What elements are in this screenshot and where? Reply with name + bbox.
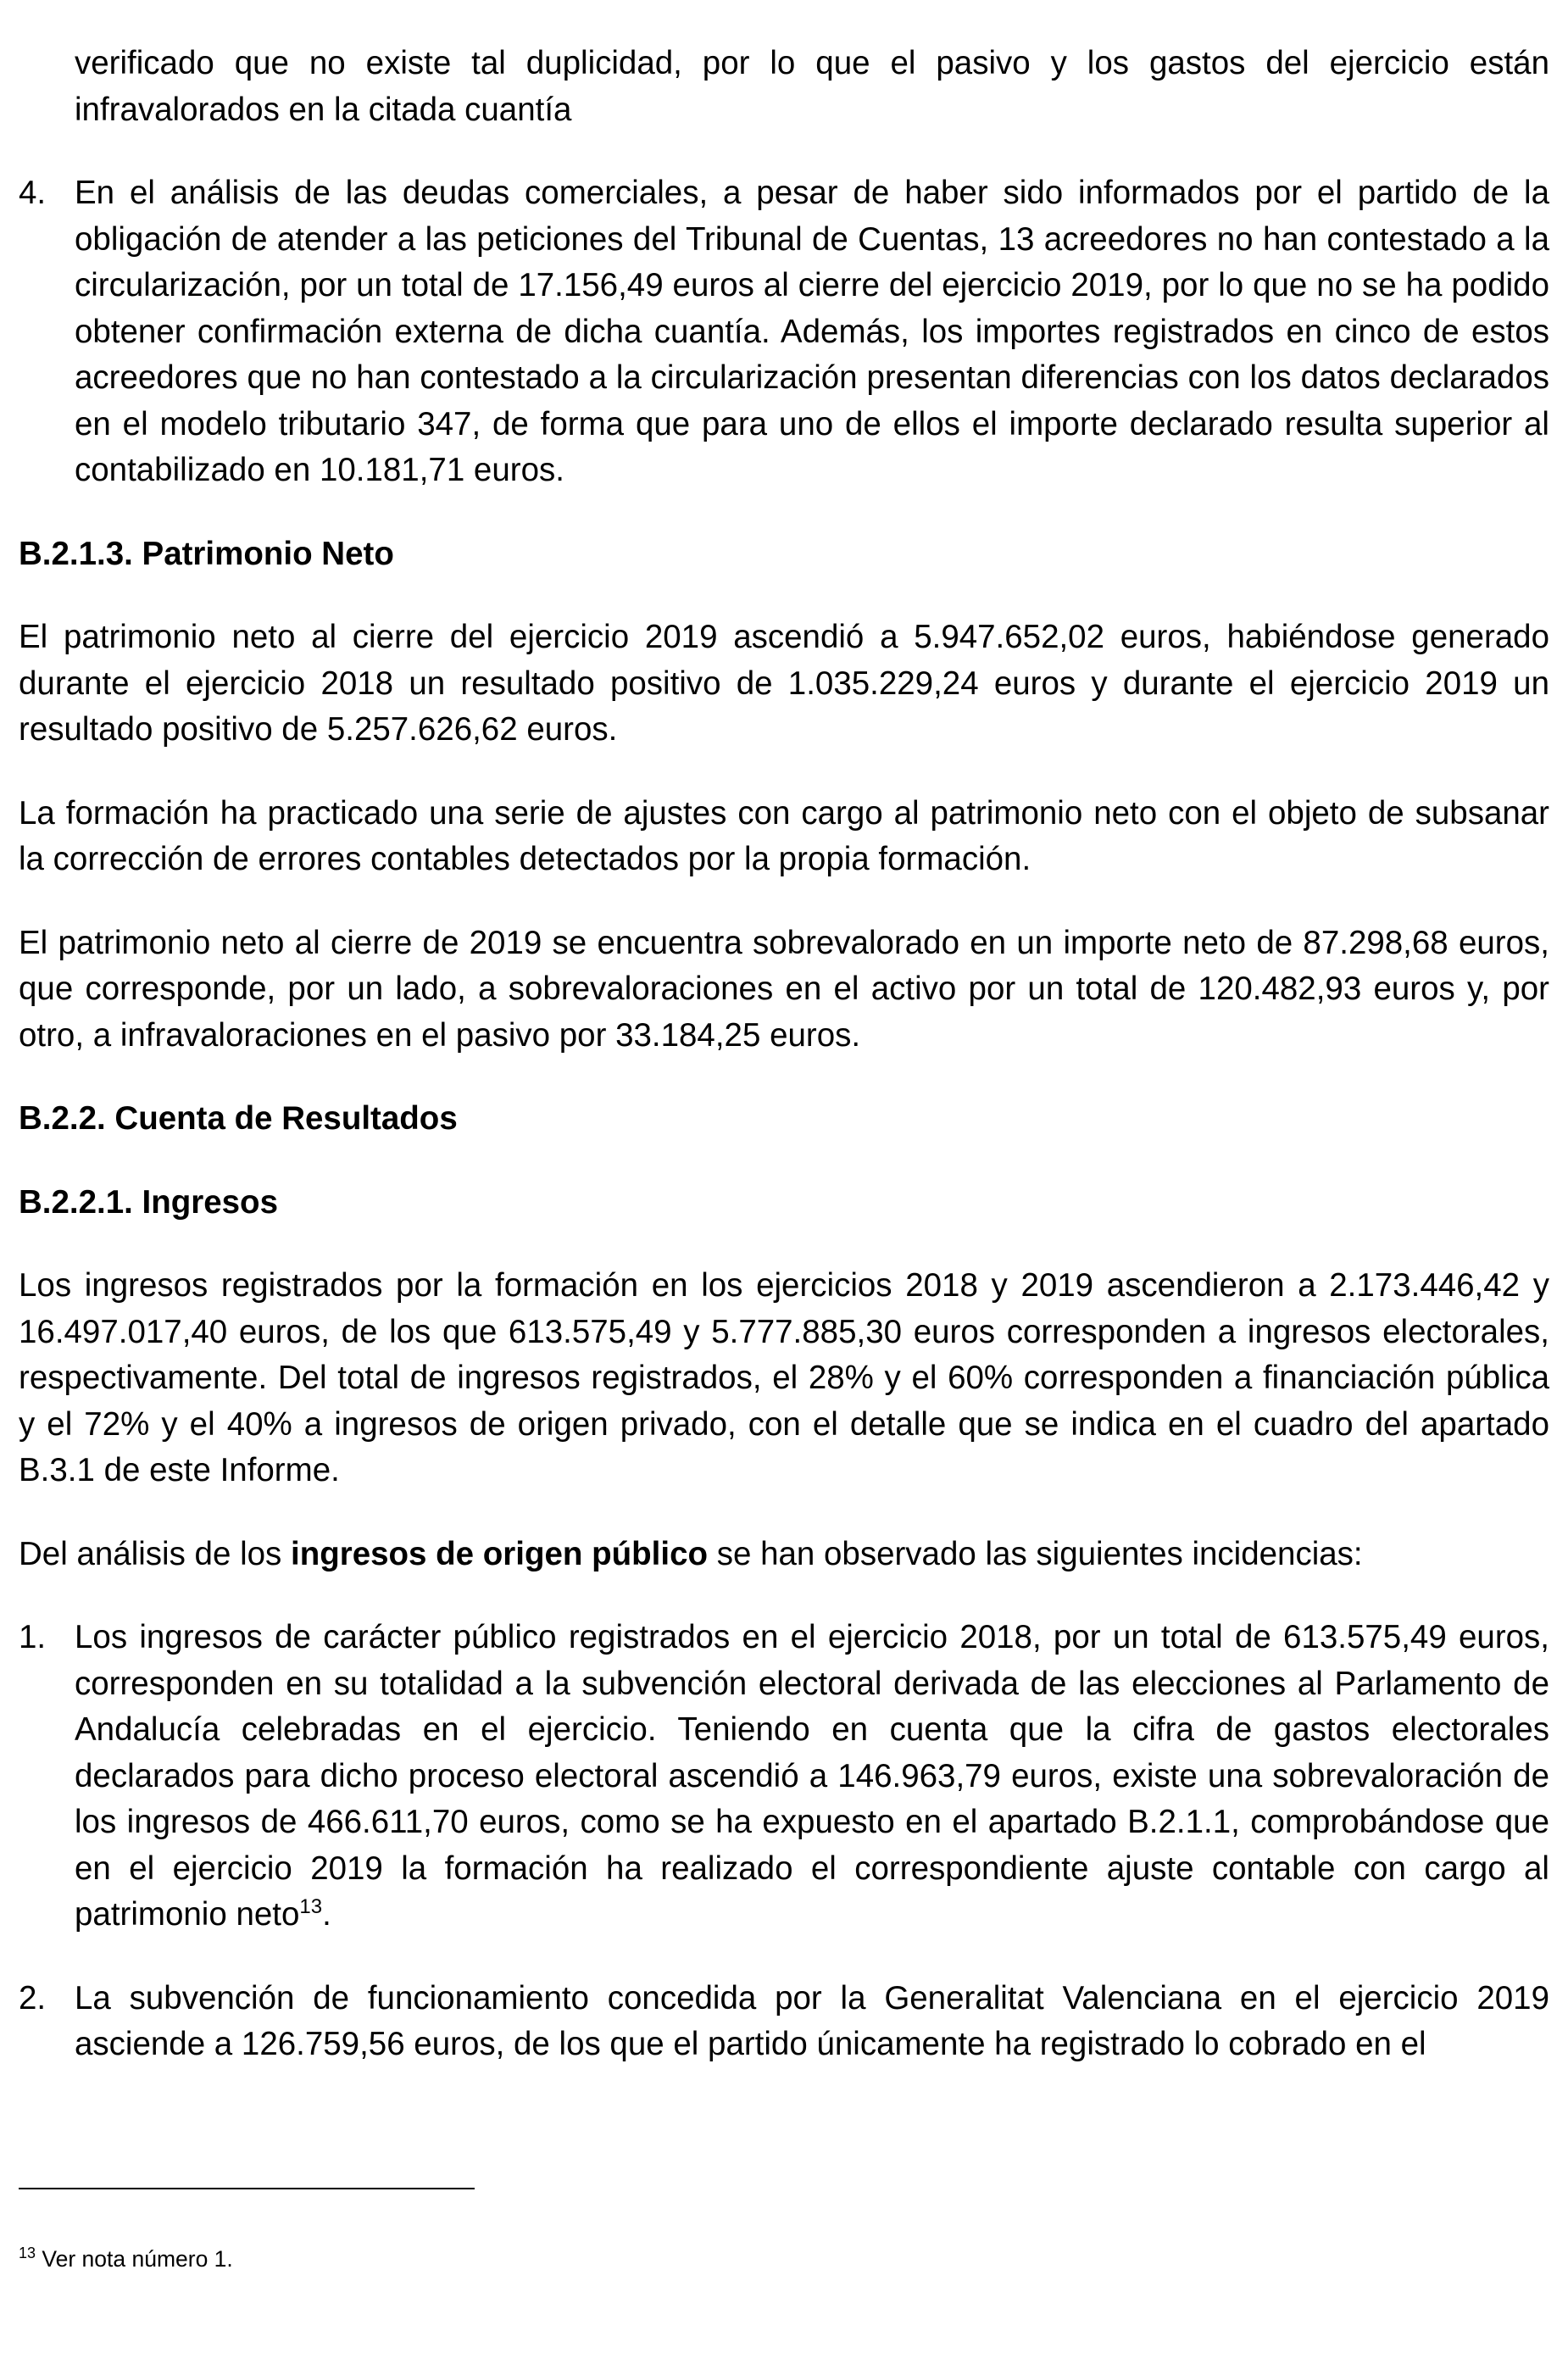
footnote [19,2245,233,2273]
list-item-number: 2. [19,1979,47,2016]
section-heading-ingresos: B.2.2.1. Ingresos [19,1183,278,1221]
list-item-4 [19,170,1549,494]
list-item-1 [19,1615,1549,1939]
list-item-end: . [322,1896,331,1933]
section-heading-patrimonio-neto: B.2.1.3. Patrimonio Neto [19,535,394,572]
ingresos-p2-before: Del análisis de los [19,1535,291,1572]
document-page [19,41,1549,2105]
footnote-number: 13 [19,2245,36,2262]
section-heading-cuenta-resultados: B.2.2. Cuenta de Resultados [19,1100,458,1137]
footnote-separator [19,2188,475,2189]
ingresos-paragraph-1: Los ingresos registrados por la formación en los ejercicios 2018 y 2019 ascendieron a 2.173.446,42 y 16.497.017,40 euros, de los que 613.575,49 y 5.777.885,30 euros corresponden a ingresos electorales, respectivamente. Del total de ingresos registrados, el 28% y el 60% corresponden a financiación pública y el 72% y el 40% a ingresos de origen privado, con el detalle que se indica en el cuadro del apartado B.3.1 de este Informe. [19,1267,1549,1488]
ingresos-p2-after: se han observado las siguientes incidencias: [708,1535,1363,1572]
ingresos-p2-bold: ingresos de origen público [291,1535,709,1572]
ingresos-paragraph-2 [19,1532,1549,1578]
patrimonio-paragraph-1: El patrimonio neto al cierre del ejercicio 2019 ascendió a 5.947.652,02 euros, habiéndose generado durante el ejercicio 2018 un resultado positivo de 1.035.229,24 euros y durante el ejercicio 2019 un resultado positivo de 5.257.626,62 euros. [19,619,1549,748]
patrimonio-paragraph-3: El patrimonio neto al cierre de 2019 se encuentra sobrevalorado en un importe neto de 87.298,68 euros, que corresponde, por un lado, a sobrevaloraciones en el activo por un total de 120.482,93 euros y, por otro, a infravaloraciones en el pasivo por 33.184,25 euros. [19,924,1549,1054]
list-item-number: 1. [19,1619,47,1655]
list-item-number: 4. [19,175,47,211]
list-item-text [75,1615,1549,1939]
list-item-body: Los ingresos de carácter público registrados en el ejercicio 2018, por un total de 613.575,49 euros, corresponden en su totalidad a la subvención electoral derivada de las elecciones al Parlamento de Andalucía celebradas en el ejercicio. Teniendo en cuenta que la cifra de gastos electorales declarados para dicho proceso electoral ascendió a 146.963,79 euros, existe una sobrevaloración de los ingresos de 466.611,70 euros, como se ha expuesto en el apartado B.2.1.1, comprobándose que en el ejercicio 2019 la formación ha realizado el correspondiente ajuste contable con cargo al patrimonio neto [75,1619,1549,1933]
patrimonio-paragraph-2: La formación ha practicado una serie de ajustes con cargo al patrimonio neto con el objeto de subsanar la corrección de errores contables detectados por la propia formación. [19,794,1549,877]
list-item-2 [19,1976,1549,2068]
list-item-text: En el análisis de las deudas comerciales, a pesar de haber sido informados por el partido de la obligación de atender a las peticiones del Tribunal de Cuentas, 13 acreedores no han contestado a la circularización, por un total de 17.156,49 euros al cierre del ejercicio 2019, por lo que no se ha podido obtener confirmación externa de dicha cuantía. Además, los importes registrados en cinco de estos acreedores que no han contestado a la circularización presentan diferencias con los datos declarados en el modelo tributario 347, de forma que para uno de ellos el importe declarado resulta superior al contabilizado en 10.181,71 euros. [75,175,1549,488]
footnote-reference: 13 [299,1895,323,1919]
intro-paragraph: verificado que no existe tal duplicidad, por lo que el pasivo y los gastos del ejercicio están infravalorados en la citada cuantía [75,45,1549,128]
list-item-text: La subvención de funcionamiento concedida por la Generalitat Valenciana en el ejercicio 2019 asciende a 126.759,56 euros, de los que el partido únicamente ha registrado lo cobrado en el [75,1979,1549,2062]
footnote-text: Ver nota número 1. [36,2246,233,2272]
